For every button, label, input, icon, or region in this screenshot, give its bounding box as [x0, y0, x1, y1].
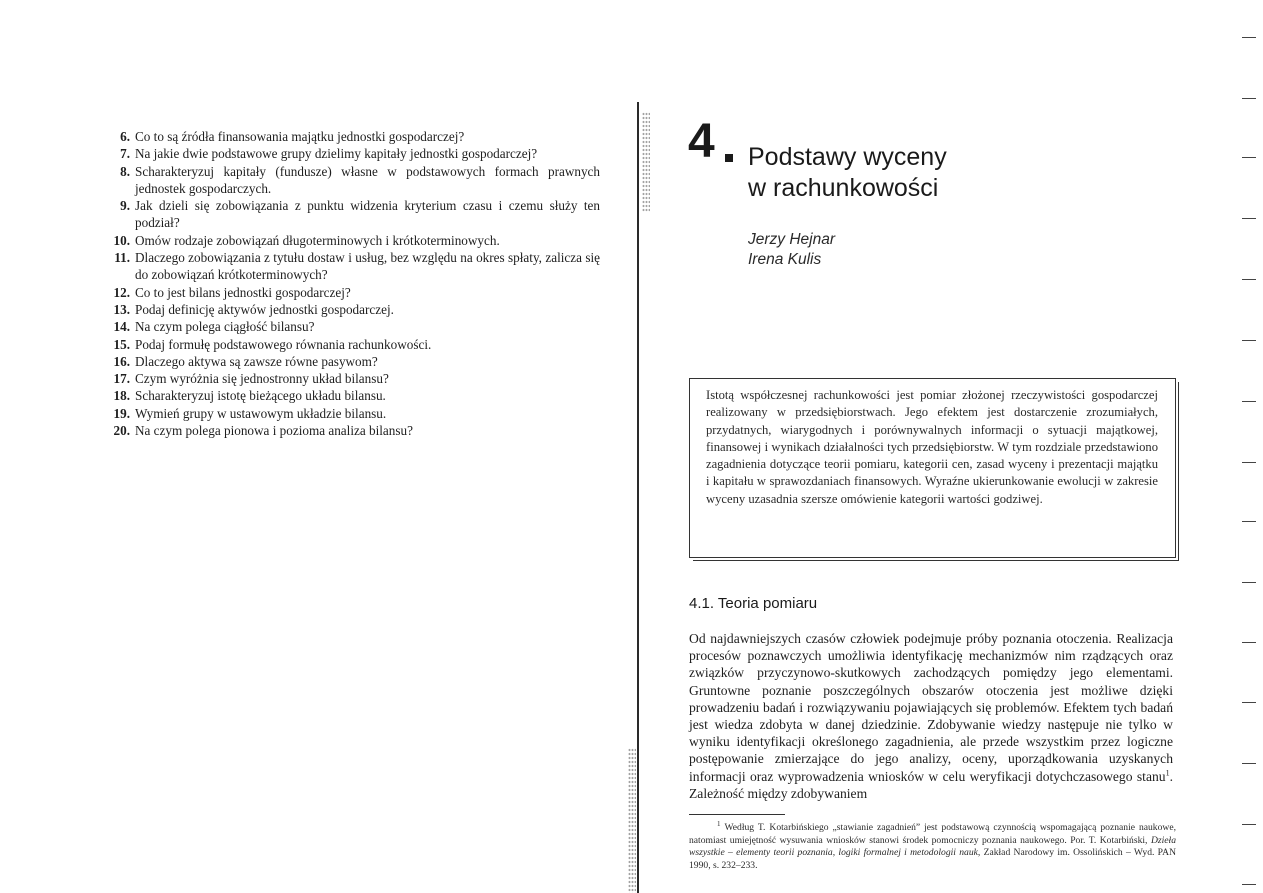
- page-gutter: [637, 102, 639, 893]
- body-text: Od najdawniejszych czasów człowiek podejmuje próby poznania otoczenia. Realizacja procesów poznawczych umożliwia identyfikację mechanizmów nim rządzących oraz związków przyczynowo-skutkowych zachodzących pomiędzy jego elementami. Gruntowne poznanie poszczególnych obszarów otoczenia jest możliwe dzięki prowadzeniu badań i rozwiązywaniu pojawiających się problemów. Efektem tych badań jest wiedza zdobyta w danej dziedzinie. Zdobywanie wiedzy następuje nie tylko w wyniku identyfikacji określonego zagadnienia, ale przede wszystkim przez logiczne postępowanie zmierzające do jego analizy, oceny, uporządkowania uzyskanych informacji oraz wyprowadzenia wniosków w celu weryfikacji dotychczasowego stanu: [689, 631, 1173, 784]
- question-number: 7.: [120, 146, 130, 162]
- question-item: [105, 249, 600, 284]
- question-text: Dlaczego aktywa są zawsze równe pasywom?: [135, 353, 378, 369]
- question-text: Wymień grupy w ustawowym układzie bilansu.: [135, 405, 387, 421]
- question-text: Scharakteryzuj istotę bieżącego układu bilansu.: [135, 388, 386, 404]
- question-item: [105, 128, 600, 145]
- question-text: Na jakie dwie podstawowe grupy dzielimy kapitały jednostki gospodarczej?: [135, 146, 538, 162]
- question-text: Co to jest bilans jednostki gospodarczej?: [135, 284, 351, 300]
- chapter-abstract: Istotą współczesnej rachunkowości jest pomiar złożonej rzeczywistości gospodarczej realizowany w przedsiębiorstwach. Jego efektem jest dostarczenie zrozumiałych, przydatnych, wiarygodnych i porównywalnych informacji o sytuacji majątkowej, finansowej i wynikach działalności tych przedsiębiorstw. W tym rozdziale przedstawiono zagadnienia dotyczące teorii pomiaru, kategorii cen, zasad wyceny i prezentacji majątku i kapitału w sprawozdaniach finansowych. Wyraźne ukierunkowanie ewolucji w zakresie wyceny uzasadnia szersze omówienie kategorii wartości godziwej.: [706, 388, 1158, 506]
- question-number: 18.: [113, 388, 130, 404]
- question-item: [105, 145, 600, 162]
- question-text: Dlaczego zobowiązania z tytułu dostaw i usług, bez względu na okres spłaty, zalicza się do zobowiązań krótkoterminowych?: [135, 250, 600, 283]
- footnote-cited-title: Dzieła wszystkie – elementy teorii poznania, logiki formalnej i metodologii nauk: [689, 834, 1176, 859]
- review-questions-list: [105, 128, 600, 439]
- question-text: Scharakteryzuj kapitały (fundusze) własne w podstawowych formach prawnych jednostek gospodarczych.: [135, 163, 600, 196]
- question-item: [105, 232, 600, 249]
- chapter-title: [748, 142, 947, 204]
- question-text: Na czym polega ciągłość bilansu?: [135, 319, 315, 335]
- question-item: [105, 353, 600, 370]
- question-number: 9.: [120, 198, 130, 214]
- question-number: 17.: [113, 371, 130, 387]
- footnote-text: Według T. Kotarbińskiego „stawianie zagadnień” jest podstawową czynnością wspomagającą poznanie naukowe, natomiast umiejętność wysuwania wniosków stanowi środek pomocniczy poznania naukowego. Por. T. Kotarbiński,: [689, 822, 1176, 846]
- footnote-separator: [689, 814, 785, 815]
- authors: [748, 230, 835, 270]
- question-text: Omów rodzaje zobowiązań długoterminowych i krótkoterminowych.: [135, 232, 500, 248]
- question-number: 10.: [113, 232, 130, 248]
- question-item: [105, 197, 600, 232]
- body-text-tail: . Zależność między zdobywaniem: [689, 768, 1173, 801]
- question-number: 14.: [113, 319, 130, 335]
- question-number: 12.: [113, 284, 130, 300]
- question-text: Jak dzieli się zobowiązania z punktu widzenia kryterium czasu i czemu służy ten podział?: [135, 198, 600, 231]
- section-heading: 4.1. Teoria pomiaru: [689, 595, 818, 612]
- question-text: Podaj formułę podstawowego równania rachunkowości.: [135, 336, 432, 352]
- question-item: [105, 284, 600, 301]
- footnote-mark: 1: [717, 819, 721, 828]
- footnote: [689, 819, 1176, 872]
- footnote-reference[interactable]: 1: [1165, 768, 1170, 778]
- question-number: 6.: [120, 129, 130, 144]
- question-item: [105, 405, 600, 422]
- question-number: 13.: [113, 301, 130, 317]
- question-number: 20.: [113, 423, 130, 439]
- chapter-title-line: Podstawy wyceny: [748, 143, 947, 171]
- chapter-abstract-box: [689, 378, 1176, 558]
- question-item: [105, 387, 600, 404]
- question-item: [105, 301, 600, 318]
- question-number: 15.: [113, 336, 130, 352]
- body-paragraph: [689, 630, 1173, 802]
- right-page: [640, 0, 1263, 893]
- question-text: Podaj definicję aktywów jednostki gospodarczej.: [135, 301, 394, 317]
- chapter-number: 4: [688, 115, 715, 168]
- question-text: Co to są źródła finansowania majątku jednostki gospodarczej?: [135, 129, 465, 144]
- question-item: [105, 336, 600, 353]
- question-item: [105, 422, 600, 439]
- author-name: Jerzy Hejnar: [748, 231, 835, 248]
- chapter-number-dot: [725, 154, 733, 162]
- question-number: 11.: [114, 250, 130, 266]
- question-number: 19.: [113, 405, 130, 421]
- question-number: 16.: [113, 353, 130, 369]
- question-text: Czym wyróżnia się jednostronny układ bilansu?: [135, 371, 389, 387]
- question-item: [105, 370, 600, 387]
- chapter-title-line: w rachunkowości: [748, 174, 939, 202]
- author-name: Irena Kulis: [748, 251, 822, 268]
- question-number: 8.: [120, 163, 130, 179]
- question-item: [105, 163, 600, 198]
- footnote-text: , Zakład Narodowy im. Ossolińskich – Wyd. PAN 1990, s. 232–233.: [689, 847, 1176, 871]
- scan-noise: [628, 748, 636, 893]
- question-text: Na czym polega pionowa i pozioma analiza bilansu?: [135, 423, 413, 439]
- question-item: [105, 318, 600, 335]
